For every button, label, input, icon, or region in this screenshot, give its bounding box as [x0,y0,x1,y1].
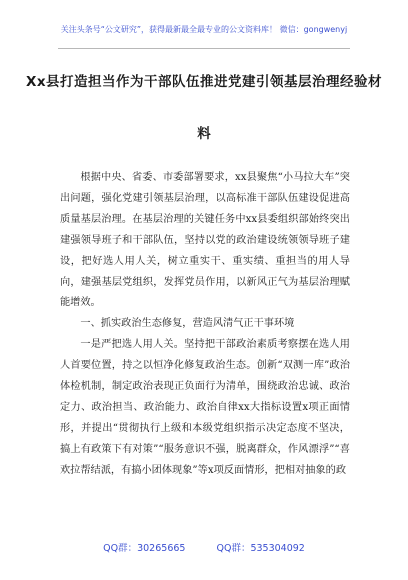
footer-qq-group-1: QQ群：30265665 [103,543,186,554]
footer-qq-group-2: QQ群：535304092 [216,543,305,554]
document-title-line-1: Xx县打造担当作为干部队伍推进党建引领基层治理经验材 [25,74,383,90]
header-promo-text: 关注头条号“公文研究”，获得最新最全最专业的公文资料库！ 微信：gongwenyj [60,25,348,34]
section-heading: 一、抓实政治生态修复，营造风清气正干事环境 [80,318,295,330]
body-paragraph: 根据中央、省委、市委部署要求，xx县聚焦“小马拉大车”突出问题，强化党建引领基层治理，以高标准干部队伍建设促进高质量基层治理。在基层治理的关键任务中xx县委组织部始终突出建强领导班子和干部队伍，坚持以党的政治建设统领领导班子建设，把好选人用人关，树立重实干、重实绩、重担当的用人导向，建强基层党组织，发挥党员作用，以新风正气为基层治理赋能增效。 [60,172,350,309]
footer [0,540,408,554]
header-divider [58,48,350,49]
body-paragraph: 一是严把选人用人关。坚持把干部政治素质考察摆在选人用人首要位置，持之以恒净化修复政治生态。创新“双测一库”政治体检机制，制定政治表现正负面行为清单，围绕政治忠诚、政治定力、政治担当、政治能力、政治自律xx大指标设置x项正面情形，并提出“贯彻执行上级和本级党组织指示决定态度不坚决，搞上有政策下有对策”“服务意识不强，脱离群众，作风漂浮”“喜欢拉帮结派，有搞小团体现象”等x项反面情形，把相对抽象的政 [60,339,350,476]
document-title-line-2: 料 [197,126,211,142]
document-body [60,168,350,482]
